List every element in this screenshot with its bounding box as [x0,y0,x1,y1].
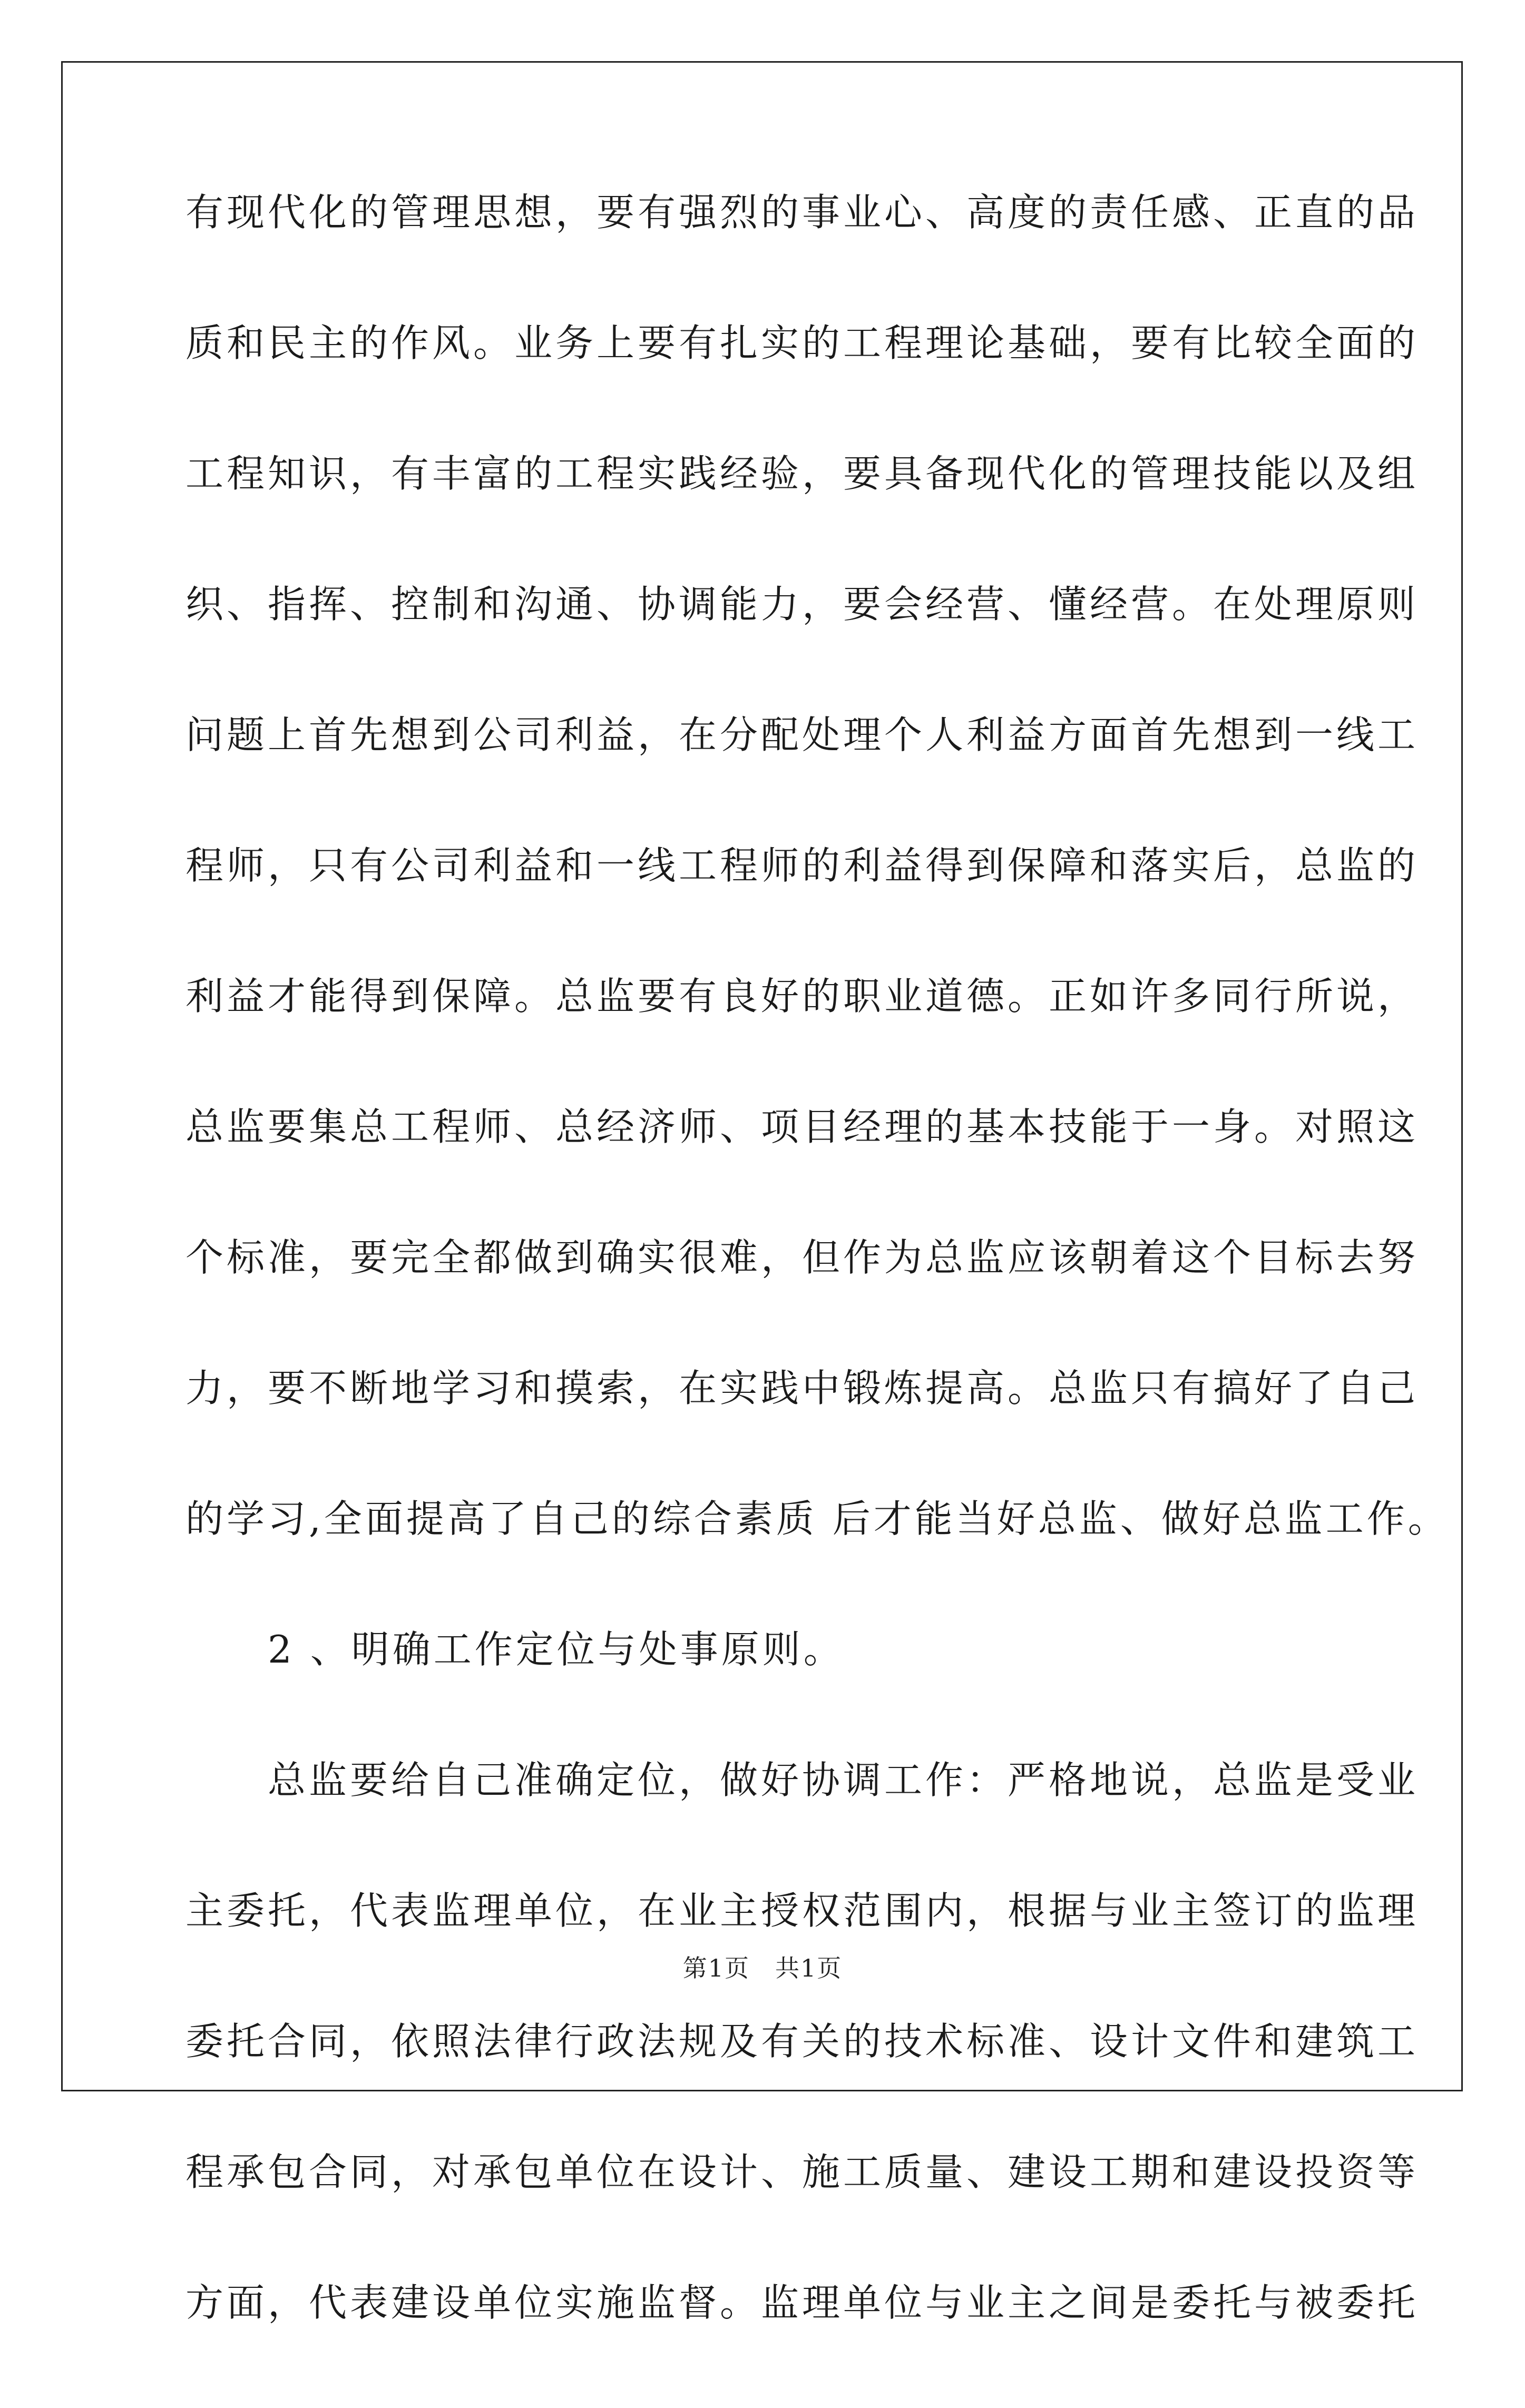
text-line: 总监要给自己准确定位，做好协调工作：严格地说，总监是受业 [185,1758,1419,1802]
text-line: 的学习,全面提高了自己的综合素质 后才能当好总监、做好总监工作。 [185,1497,1449,1541]
page-footer: 第1页 共1页 [682,1954,843,1982]
text-line: 问题上首先想到公司利益，在分配处理个人利益方面首先想到一线工 [185,713,1419,757]
text-line: 总监要集总工程师、总经济师、项目经理的基本技能于一身。对照这 [185,1105,1419,1149]
text-line: 力，要不断地学习和摸索，在实践中锻炼提高。总监只有搞好了自己 [185,1366,1419,1410]
section-heading: 2 、明确工作定位与处事原则。 [185,1627,845,1672]
text-line: 委托合同，依照法律行政法规及有关的技术标准、设计文件和建筑工 [185,2019,1419,2063]
text-line: 有现代化的管理思想，要有强烈的事业心、高度的责任感、正直的品 [185,190,1419,234]
text-line: 方面，代表建设单位实施监督。监理单位与业主之间是委托与被委托 [185,2281,1419,2325]
text-line: 程师，只有公司利益和一线工程师的利益得到保障和落实后，总监的 [185,843,1419,888]
text-line: 利益才能得到保障。总监要有良好的职业道德。正如许多同行所说， [185,974,1419,1018]
text-line: 主委托，代表监理单位，在业主授权范围内，根据与业主签订的监理 [185,1889,1419,1933]
text-line: 程承包合同，对承包单位在设计、施工质量、建设工期和建设投资等 [185,2150,1419,2194]
text-line: 质和民主的作风。业务上要有扎实的工程理论基础，要有比较全面的 [185,321,1419,365]
text-line: 织、指挥、控制和沟通、协调能力，要会经营、懂经营。在处理原则 [185,582,1419,626]
text-line: 个标准，要完全都做到确实很难，但作为总监应该朝着这个目标去努 [185,1235,1419,1280]
document-body [185,187,1449,2408]
text-line: 工程知识，有丰富的工程实践经验，要具备现代化的管理技能以及组 [185,451,1419,496]
